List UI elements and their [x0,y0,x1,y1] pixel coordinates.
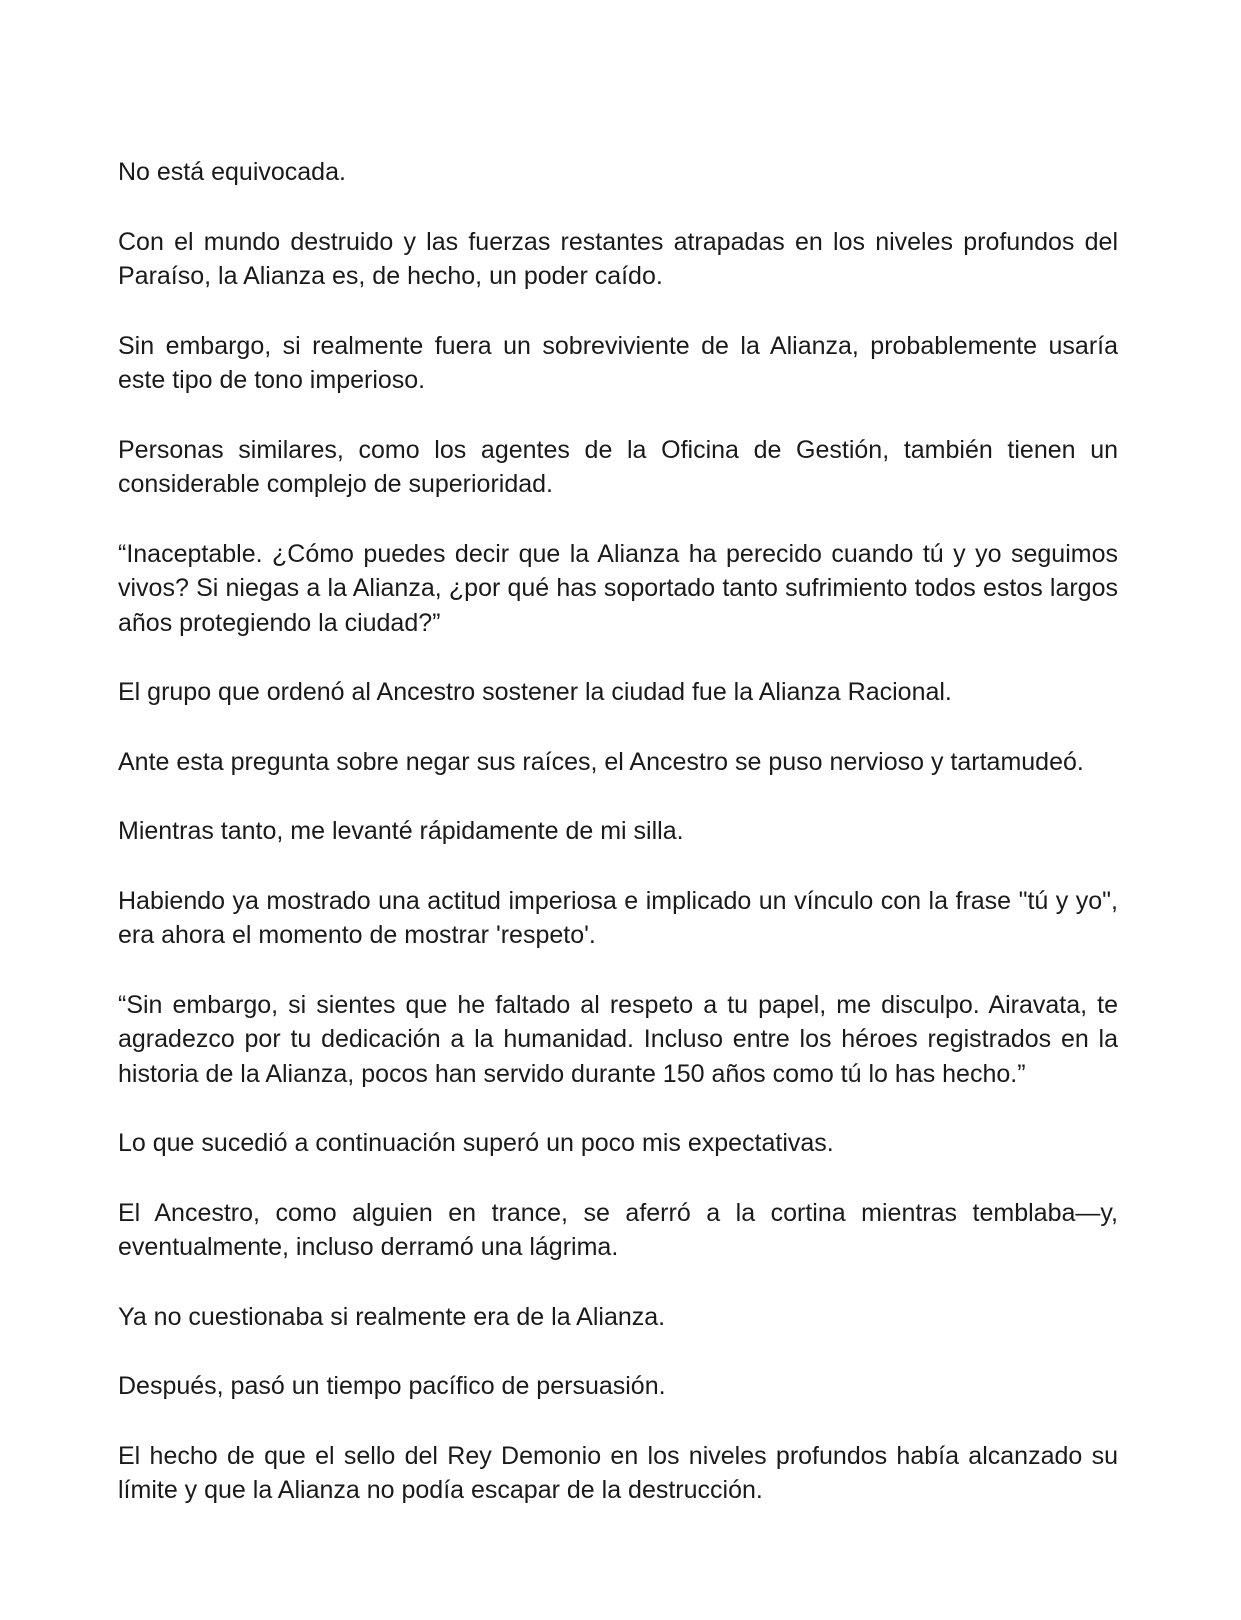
paragraph: Lo que sucedió a continuación superó un poco mis expectativas. [118,1129,834,1157]
paragraph: Con el mundo destruido y las fuerzas restantes atrapadas en los niveles profundos del Paraíso, la Alianza es, de hecho, un poder caído. [118,227,1118,290]
paragraph: Sin embargo, si realmente fuera un sobreviviente de la Alianza, probablemente usaría este tipo de tono imperioso. [118,331,1118,394]
paragraph: Ya no cuestionaba si realmente era de la Alianza. [118,1302,666,1331]
paragraph: El Ancestro, como alguien en trance, se aferró a la cortina mientras temblaba—y, eventualmente, incluso derramó una lágrima. [118,1198,1118,1261]
paragraph: No está equivocada. [118,158,346,186]
paragraph: “Inaceptable. ¿Cómo puedes decir que la Alianza ha perecido cuando tú y yo seguimos vivos? Si niegas a la Alianza, ¿por qué has soportado tanto sufrimiento todos estos largos años protegiendo la ciudad?” [118,539,1118,637]
paragraph: Después, pasó un tiempo pacífico de persuasión. [118,1372,666,1400]
document-body [118,155,1118,1508]
paragraph: Personas similares, como los agentes de la Oficina de Gestión, también tienen un considerable complejo de superioridad. [118,435,1118,498]
paragraph: “Sin embargo, si sientes que he faltado al respeto a tu papel, me disculpo. Airavata, te agradezco por tu dedicación a la humanidad. Incluso entre los héroes registrados en la historia de la Alianza, pocos han servido durante 150 años como tú lo has hecho.” [118,990,1118,1088]
paragraph: Ante esta pregunta sobre negar sus raíces, el Ancestro se puso nervioso y tartamudeó. [118,747,1084,776]
paragraph: Mientras tanto, me levanté rápidamente de mi silla. [118,817,684,845]
paragraph: El grupo que ordenó al Ancestro sostener la ciudad fue la Alianza Racional. [118,678,952,706]
paragraph: Habiendo ya mostrado una actitud imperiosa e implicado un vínculo con la frase "tú y yo", era ahora el momento de mostrar 'respeto'. [118,886,1118,949]
paragraph: El hecho de que el sello del Rey Demonio en los niveles profundos había alcanzado su límite y que la Alianza no podía escapar de la destrucción. [118,1441,1118,1504]
